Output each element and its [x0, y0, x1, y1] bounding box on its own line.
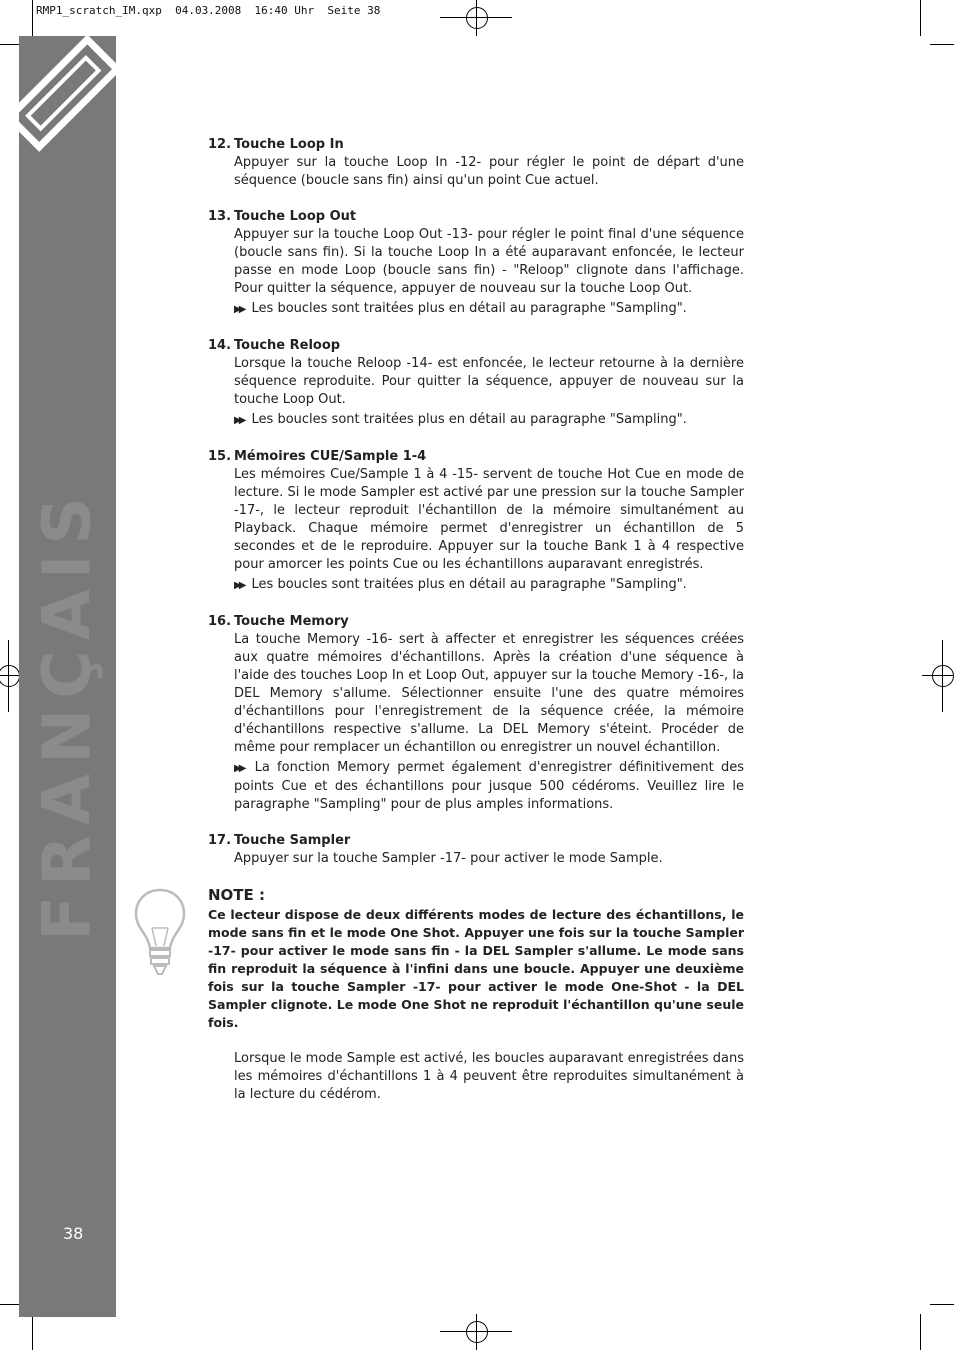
section-hint: ▶▶ Les boucles sont traitées plus en détail au paragraphe "Sampling". [234, 300, 744, 319]
section-sampler [208, 832, 744, 868]
note-body: Ce lecteur dispose de deux différents modes de lecture des échantillons, le mode sans fin et le mode One Shot. Appuyer une fois sur la touche Sampler -17- pour activer le mode sans fin - la DEL Sampler s'allume. Le mode sans fin reproduit la séquence à l'infini dans une boucle. Appuyer une deuxième fois sur la touche Sampler -17- pour activer le mode One-Shot - la DEL Sampler clignote. Le mode One Shot ne reproduit l'échantillon qu'une seule fois. [208, 907, 744, 1030]
section-cue-sample [208, 448, 744, 595]
section-body: Les mémoires Cue/Sample 1 à 4 -15- servent de touche Hot Cue en mode de lecture. Si le mode Sampler est activé par une pression sur la touche Sampler -17-, le lecteur reproduit l'échantillon de la mémoire simultanément au Playback. Chaque mémoire permet d'enregistrer un échantillon de 5 secondes et de le reproduire. Appuyer sur la touche Bank 1 à 4 respective pour amorcer les points Cue ou les échantillons auparavant enregistrés. [234, 467, 744, 572]
section-hint: ▶▶ Les boucles sont traitées plus en détail au paragraphe "Sampling". [234, 576, 744, 595]
brand-logo-icon [19, 36, 116, 166]
section-loop-out [208, 208, 744, 319]
after-note-paragraph: Lorsque le mode Sample est activé, les boucles auparavant enregistrées dans les mémoires d'échantillons 1 à 4 peuvent être reproduites simultanément à la lecture du cédérom. [234, 1051, 744, 1102]
section-loop-in [208, 136, 744, 190]
section-reloop [208, 337, 744, 430]
section-title: 12. Touche Loop In [208, 137, 344, 152]
section-title: 16. Touche Memory [208, 614, 349, 629]
language-sidebar [19, 36, 116, 1317]
double-arrow-right-icon: ▶▶ [234, 304, 244, 315]
section-body: La touche Memory -16- sert à affecter et enregistrer les séquences créées aux quatre mémoires d'échantillons. Après la création d'une séquence à l'aide des touches Loop In et Loop Out, appuyer sur la touche Memory -16-, la DEL Memory s'allume. Sélectionner ensuite l'une des quatre mémoires d'échantillons pour l'enregistrement de la séquence créée, la mémoire d'échantillons respective s'allume. La DEL Memory s'éteint. Procéder de même pour remplacer un échantillon ou enregistrer un nouvel échantillon. [234, 632, 744, 755]
double-arrow-right-icon: ▶▶ [234, 415, 244, 426]
light-bulb-icon [134, 888, 186, 980]
double-arrow-right-icon: ▶▶ [234, 763, 244, 774]
crop-mark [32, 1314, 33, 1350]
crop-mark [930, 1304, 954, 1305]
section-hint: ▶▶ Les boucles sont traitées plus en détail au paragraphe "Sampling". [234, 411, 744, 430]
double-arrow-right-icon: ▶▶ [234, 580, 244, 591]
crop-mark [32, 0, 33, 36]
section-title: 17. Touche Sampler [208, 833, 351, 848]
section-body: Lorsque la touche Reloop -14- est enfoncée, le lecteur retourne à la dernière séquence reproduite. Pour quitter la séquence, appuyer de nouveau sur la touche Loop Out. [234, 356, 744, 407]
section-hint: ▶▶ La fonction Memory permet également d'enregistrer définitivement des points Cue et des échantillons pour jusque 500 cédéroms. Veuillez lire le paragraphe "Sampling" pour de plus amples informations. [234, 760, 744, 812]
print-header: RMP1_scratch_IM.qxp 04.03.2008 16:40 Uhr Seite 38 [36, 4, 381, 17]
section-title: 15. Mémoires CUE/Sample 1-4 [208, 449, 427, 464]
section-body: Appuyer sur la touche Loop In -12- pour régler le point de départ d'une séquence (boucle sans fin) ainsi qu'un point Cue actuel. [234, 155, 744, 188]
manual-content [208, 136, 744, 1104]
section-body: Appuyer sur la touche Loop Out -13- pour régler le point final d'une séquence (boucle sans fin). Si la touche Loop In a été auparavant enfoncée, le lecteur passe en mode Loop (boucle sans fin) - "Reloop" clignote dans l'affichage. Pour quitter la séquence, appuyer de nouveau sur la touche Loop Out. [234, 227, 744, 296]
section-title: 14. Touche Reloop [208, 338, 341, 353]
crop-mark [920, 1314, 921, 1350]
section-body: Appuyer sur la touche Sampler -17- pour activer le mode Sample. [234, 851, 663, 866]
section-memory [208, 613, 744, 814]
crop-mark [930, 44, 954, 45]
note-title: NOTE : [208, 886, 266, 904]
crop-mark [920, 0, 921, 36]
page-number: 38 [63, 1224, 84, 1243]
language-label: FRANÇAIS [28, 487, 106, 941]
section-title: 13. Touche Loop Out [208, 209, 357, 224]
